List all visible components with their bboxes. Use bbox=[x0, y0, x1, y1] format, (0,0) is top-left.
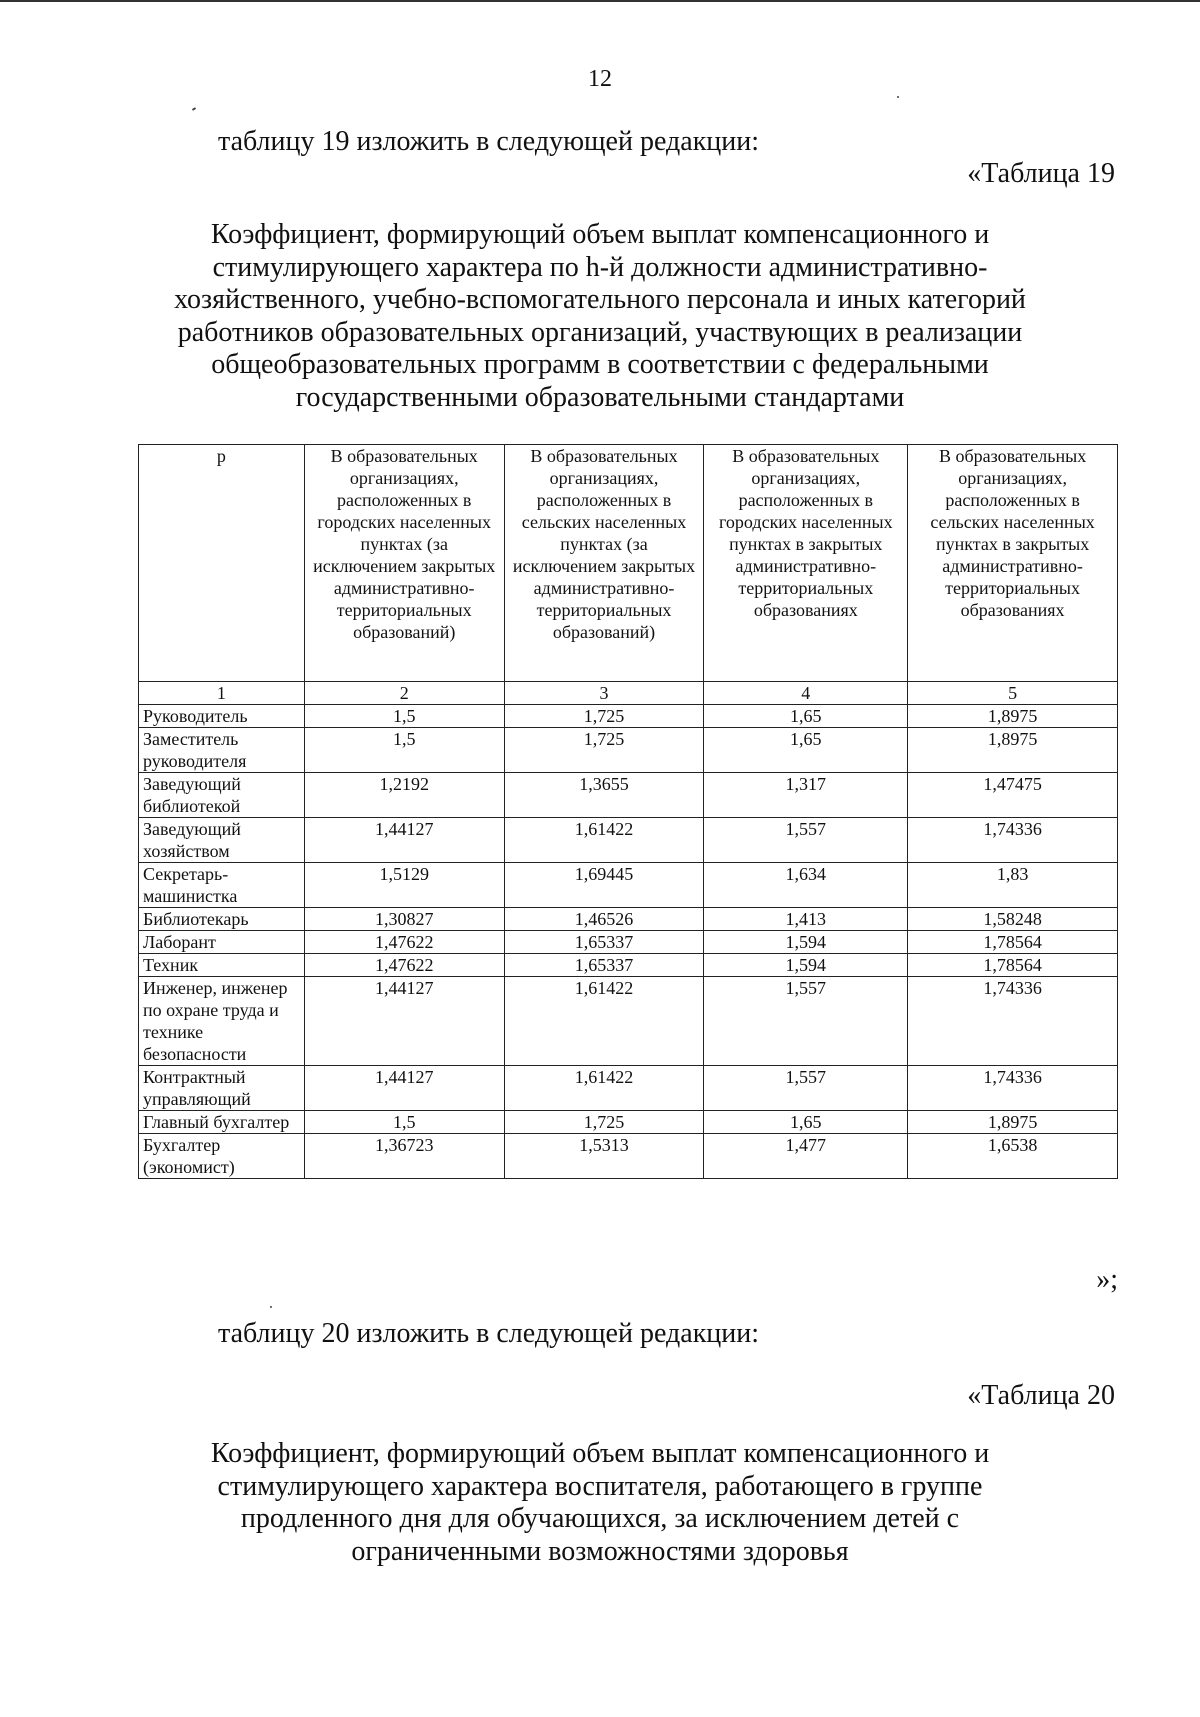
coefficient-cell: 1,8975 bbox=[908, 1111, 1118, 1134]
scan-speck bbox=[897, 96, 899, 98]
column-number: 1 bbox=[139, 682, 305, 705]
header-cell-urban-closed: В образовательных организациях, расположенных в городских населенных пунктах в закрытых административно-территориальных образованиях bbox=[704, 445, 908, 682]
coefficient-cell: 1,65337 bbox=[504, 954, 704, 977]
position-name-cell: Заведующий хозяйством bbox=[139, 818, 305, 863]
table-20-title: Коэффициент, формирующий объем выплат компенсационного и стимулирующего характера воспитателя, работающего в группе продленного дня для обучающихся, за исключением детей с ограниченными возможностями здоровья bbox=[210, 1438, 990, 1567]
coefficient-cell: 1,8975 bbox=[908, 728, 1118, 773]
position-name-cell: Лаборант bbox=[139, 931, 305, 954]
table-row bbox=[139, 908, 1118, 931]
table-19-label: «Таблица 19 bbox=[967, 158, 1115, 189]
coefficient-cell: 1,557 bbox=[704, 1066, 908, 1111]
table-20-label: «Таблица 20 bbox=[967, 1380, 1115, 1411]
coefficient-cell: 1,8975 bbox=[908, 705, 1118, 728]
coefficient-cell: 1,65 bbox=[704, 728, 908, 773]
coefficient-cell: 1,725 bbox=[504, 705, 704, 728]
header-cell-rural: В образовательных организациях, расположенных в сельских населенных пунктах (за исключением закрытых административно-территориальных образований) bbox=[504, 445, 704, 682]
scan-edge-line bbox=[0, 0, 1200, 2]
table-row bbox=[139, 1111, 1118, 1134]
column-number: 5 bbox=[908, 682, 1118, 705]
page-number: 12 bbox=[588, 66, 612, 92]
coefficient-cell: 1,317 bbox=[704, 773, 908, 818]
coefficient-cell: 1,594 bbox=[704, 931, 908, 954]
position-name-cell: Секретарь-машинистка bbox=[139, 863, 305, 908]
coefficient-cell: 1,5 bbox=[304, 728, 504, 773]
coefficient-cell: 1,83 bbox=[908, 863, 1118, 908]
coefficient-cell: 1,61422 bbox=[504, 1066, 704, 1111]
coefficient-cell: 1,61422 bbox=[504, 818, 704, 863]
coefficient-cell: 1,78564 bbox=[908, 954, 1118, 977]
position-name-cell: Техник bbox=[139, 954, 305, 977]
coefficient-cell: 1,725 bbox=[504, 728, 704, 773]
coefficient-cell: 1,5 bbox=[304, 705, 504, 728]
table-19-closing-quote: »; bbox=[1096, 1264, 1118, 1295]
position-name-cell: Библиотекарь bbox=[139, 908, 305, 931]
position-name-cell: Заведующий библиотекой bbox=[139, 773, 305, 818]
coefficient-cell: 1,65337 bbox=[504, 931, 704, 954]
header-cell-position: р bbox=[139, 445, 305, 682]
coefficient-cell: 1,58248 bbox=[908, 908, 1118, 931]
table-row bbox=[139, 728, 1118, 773]
coefficient-cell: 1,6538 bbox=[908, 1134, 1118, 1179]
table-row bbox=[139, 1134, 1118, 1179]
table-row bbox=[139, 863, 1118, 908]
table-header-row bbox=[139, 445, 1118, 682]
coefficient-cell: 1,5 bbox=[304, 1111, 504, 1134]
coefficient-cell: 1,74336 bbox=[908, 977, 1118, 1066]
coefficient-cell: 1,594 bbox=[704, 954, 908, 977]
header-cell-rural-closed: В образовательных организациях, расположенных в сельских населенных пунктах в закрытых административно-территориальных образованиях bbox=[908, 445, 1118, 682]
scan-speck bbox=[192, 107, 196, 111]
position-name-cell: Бухгалтер (экономист) bbox=[139, 1134, 305, 1179]
position-name-cell: Главный бухгалтер bbox=[139, 1111, 305, 1134]
coefficient-cell: 1,65 bbox=[704, 1111, 908, 1134]
table-row bbox=[139, 773, 1118, 818]
coefficient-cell: 1,3655 bbox=[504, 773, 704, 818]
coefficient-cell: 1,634 bbox=[704, 863, 908, 908]
coefficient-cell: 1,44127 bbox=[304, 1066, 504, 1111]
coefficient-cell: 1,47622 bbox=[304, 931, 504, 954]
coefficient-cell: 1,2192 bbox=[304, 773, 504, 818]
column-number: 3 bbox=[504, 682, 704, 705]
coefficient-cell: 1,44127 bbox=[304, 818, 504, 863]
instruction-paragraph-1: таблицу 19 изложить в следующей редакции: bbox=[218, 126, 760, 157]
coefficient-cell: 1,725 bbox=[504, 1111, 704, 1134]
header-cell-urban: В образовательных организациях, расположенных в городских населенных пунктах (за исключением закрытых административно-территориальных образований) bbox=[304, 445, 504, 682]
table-row bbox=[139, 818, 1118, 863]
table-19 bbox=[138, 444, 1118, 1179]
table-row bbox=[139, 931, 1118, 954]
coefficient-cell: 1,557 bbox=[704, 977, 908, 1066]
table-19-title: Коэффициент, формирующий объем выплат компенсационного и стимулирующего характера по h-й должности административно-хозяйственного, учебно-вспомогательного персонала и иных категорий работников образовательных организаций, участвующих в реализации общеобразовательных программ в соответствии с федеральными государственными образовательными стандартами bbox=[174, 219, 1026, 413]
coefficient-cell: 1,44127 bbox=[304, 977, 504, 1066]
coefficient-cell: 1,46526 bbox=[504, 908, 704, 931]
coefficient-cell: 1,65 bbox=[704, 705, 908, 728]
coefficient-cell: 1,5129 bbox=[304, 863, 504, 908]
column-number-row bbox=[139, 682, 1118, 705]
table-row bbox=[139, 977, 1118, 1066]
coefficient-cell: 1,413 bbox=[704, 908, 908, 931]
coefficient-cell: 1,61422 bbox=[504, 977, 704, 1066]
instruction-paragraph-2: таблицу 20 изложить в следующей редакции: bbox=[218, 1318, 760, 1349]
coefficient-cell: 1,47622 bbox=[304, 954, 504, 977]
coefficient-cell: 1,36723 bbox=[304, 1134, 504, 1179]
position-name-cell: Заместитель руководителя bbox=[139, 728, 305, 773]
coefficient-cell: 1,74336 bbox=[908, 818, 1118, 863]
table-row bbox=[139, 1066, 1118, 1111]
column-number: 4 bbox=[704, 682, 908, 705]
coefficient-cell: 1,5313 bbox=[504, 1134, 704, 1179]
table-row bbox=[139, 705, 1118, 728]
coefficient-cell: 1,477 bbox=[704, 1134, 908, 1179]
coefficient-cell: 1,30827 bbox=[304, 908, 504, 931]
coefficient-cell: 1,74336 bbox=[908, 1066, 1118, 1111]
column-number: 2 bbox=[304, 682, 504, 705]
coefficient-cell: 1,557 bbox=[704, 818, 908, 863]
position-name-cell: Инженер, инженер по охране труда и технике безопасности bbox=[139, 977, 305, 1066]
coefficient-cell: 1,69445 bbox=[504, 863, 704, 908]
table-row bbox=[139, 954, 1118, 977]
coefficient-cell: 1,47475 bbox=[908, 773, 1118, 818]
position-name-cell: Руководитель bbox=[139, 705, 305, 728]
position-name-cell: Контрактный управляющий bbox=[139, 1066, 305, 1111]
scan-speck bbox=[270, 1306, 272, 1308]
coefficient-cell: 1,78564 bbox=[908, 931, 1118, 954]
